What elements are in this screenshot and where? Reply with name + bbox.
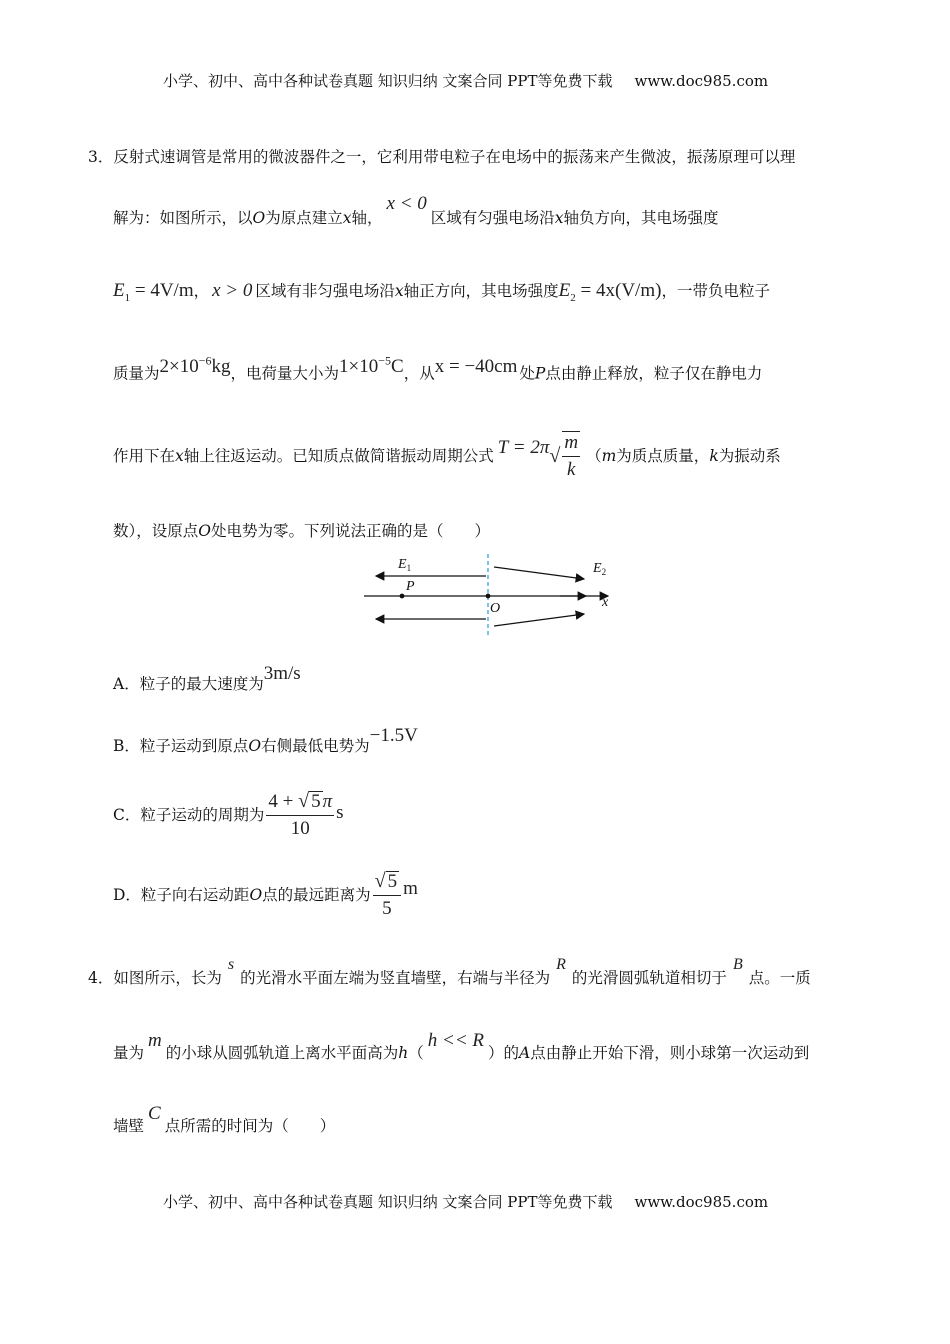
option-D-fraction: $\frac{√ 5}{5}$ <box>373 870 401 920</box>
math-E1: $E_1 = 4V/m$ <box>113 280 194 304</box>
math-charge: $1\times 10^{-5}C$ <box>339 354 404 378</box>
label-E2: $E_2$ <box>593 561 607 577</box>
footer-url: www.doc985.com <box>634 1193 769 1211</box>
math-x-position: x = −40cm <box>434 356 518 378</box>
q4-line-3: 墙壁C点所需的时间为（ ） <box>113 1103 336 1135</box>
E2-lower-arrow <box>494 614 584 626</box>
option-C-fraction: $\frac{4 + √ 5 \pi}{10}$ <box>268 790 333 839</box>
q3-line-4: 质量为$2\times 10^{-6}kg$，电荷量大小为$1\times 10^{-5}C$，从x = −40cm 处P点由静止释放，粒子仅在静电力 <box>113 354 763 383</box>
q4-line-2: 量为m的小球从圆弧轨道上离水平面高为h（h << R）的A点由静止开始下滑，则小球第一次运动到 <box>113 1030 810 1062</box>
q3-line-5: 作用下在 x 轴上往返运动。已知质点做简谐振动周期公式 T = 2π √ $\frac{m}{k}$ （ m 为质点质量， k 为振动系 <box>113 432 781 480</box>
option-D[interactable]: D．粒子向右运动距 O 点的最远距离为 $\frac{√ 5}{5}$ m <box>113 870 418 919</box>
header-url: www.doc985.com <box>634 72 769 90</box>
q3-line-6: 数），设原点O处电势为零。下列说法正确的是（ ） <box>113 522 490 540</box>
header-text: 小学、初中、高中各种试卷真题 知识归纳 文案合同 PPT等免费下载 <box>163 72 613 90</box>
q3-line-3: $E_1 = 4V/m$， x > 0 区域有非匀强电场沿x轴正方向，其电场强度$E_2 = 4x(V/m)$，一带负电粒子 <box>113 280 770 304</box>
option-A-math: 3m/s <box>263 663 301 684</box>
option-B-math: −1.5V <box>369 725 418 746</box>
q4-number: 4． <box>88 969 114 987</box>
math-mass: $2\times 10^{-6}kg$ <box>159 354 231 378</box>
label-P: P <box>406 579 415 594</box>
label-O: O <box>490 601 501 616</box>
math-x-gt-0: x > 0 <box>212 280 253 301</box>
q3-number: 3． <box>88 148 114 166</box>
point-O <box>486 594 491 599</box>
option-C[interactable]: C．粒子运动的周期为 $\frac{4 + √ 5 \pi}{10}$ s <box>113 790 344 839</box>
point-P <box>400 594 405 599</box>
label-x: x <box>602 595 609 610</box>
page-footer <box>163 1191 768 1212</box>
math-E2: $E_2 = 4x(V/m)$ <box>558 280 662 304</box>
math-period-formula: T = 2π √ $\frac{m}{k}$ <box>497 432 579 480</box>
E2-upper-arrow <box>494 567 584 579</box>
option-A[interactable]: A．粒子的最大速度为3m/s <box>113 663 301 693</box>
footer-text: 小学、初中、高中各种试卷真题 知识归纳 文案合同 PPT等免费下载 <box>163 1193 613 1211</box>
field-diagram <box>360 550 620 640</box>
page-header <box>163 70 768 91</box>
label-E1: $E_1$ <box>398 557 412 573</box>
q4-line-1: 4．如图所示，长为s的光滑水平面左端为竖直墙壁，右端与半径为R的光滑圆弧轨道相切于B点。一质 <box>88 956 811 987</box>
option-B[interactable]: B．粒子运动到原点O右侧最低电势为−1.5V <box>113 725 418 755</box>
q3-line-1: 3．反射式速调管是常用的微波器件之一，它利用带电粒子在电场中的振荡来产生微波，振荡原理可以理 <box>88 148 796 166</box>
q3-line-2: 解为：如图所示，以O为原点建立x轴，x < 0区域有匀强电场沿x轴负方向，其电场强度 <box>113 193 719 227</box>
math-x-lt-0: x < 0 <box>386 193 427 214</box>
